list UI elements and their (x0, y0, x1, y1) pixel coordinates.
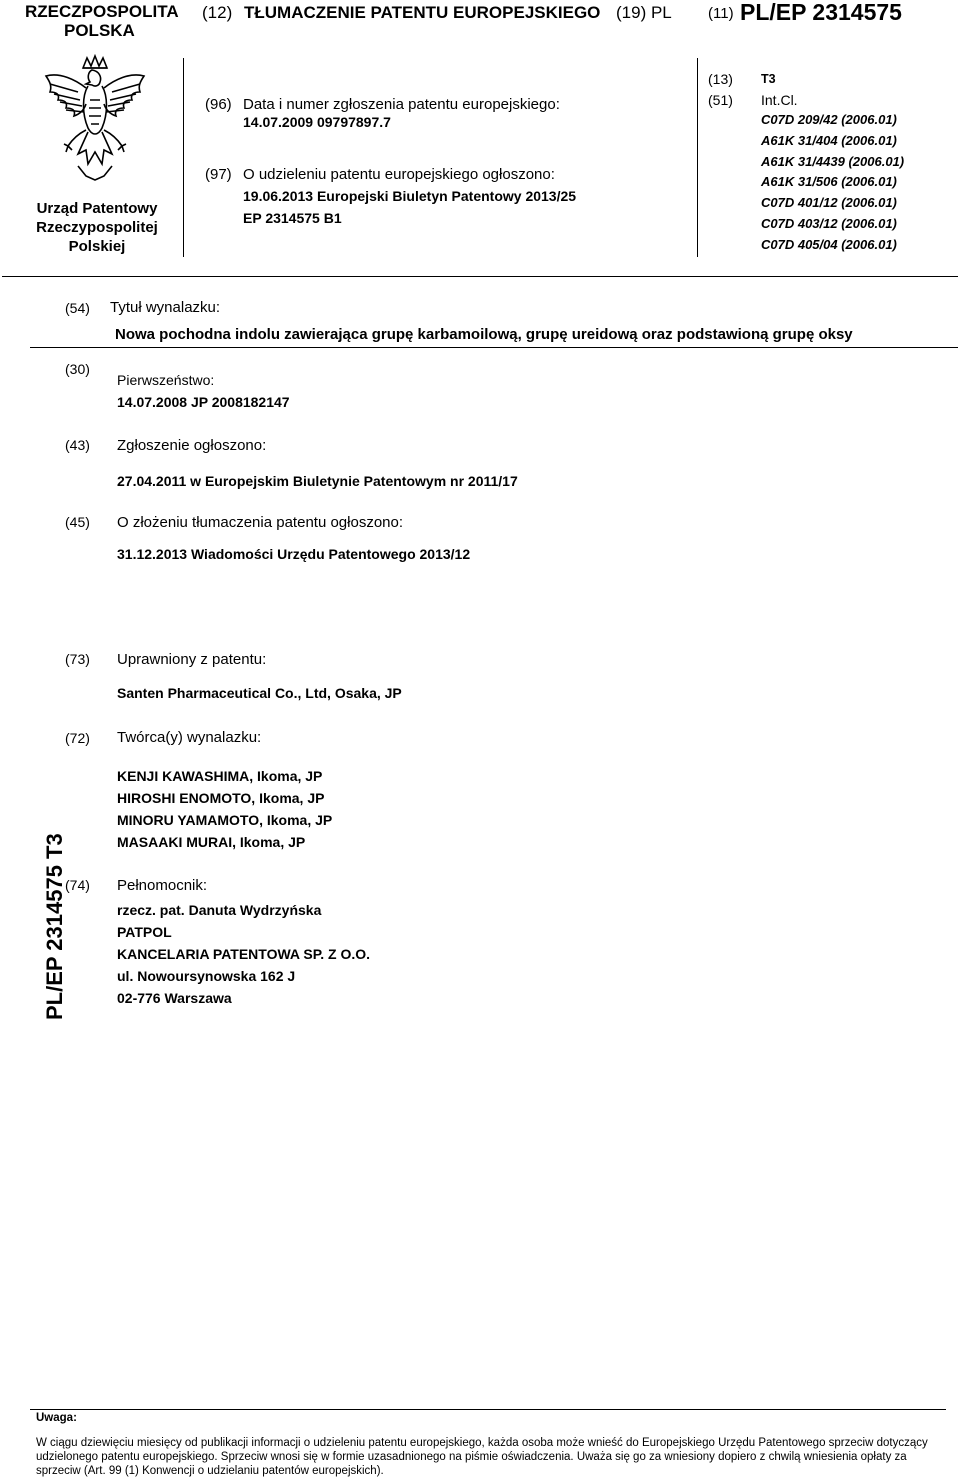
ipc-class: C07D 209/42 (2006.01) (761, 112, 897, 127)
code-73: (73) (65, 651, 90, 667)
attorney-line: KANCELARIA PATENTOWA SP. Z O.O. (117, 946, 371, 962)
code-13: (13) (708, 71, 733, 87)
office-line-3: Polskiej (68, 238, 126, 255)
field-45-label: O złożeniu tłumaczenia patentu ogłoszono: (117, 514, 404, 531)
country-line-2: POLSKA (64, 21, 135, 40)
code-19: (19) PL (616, 3, 672, 22)
office-name (12, 199, 182, 256)
document-type: TŁUMACZENIE PATENTU EUROPEJSKIEGO (244, 3, 601, 22)
patent-number: PL/EP 2314575 (740, 0, 902, 25)
inventor: HIROSHI ENOMOTO, Ikoma, JP (117, 790, 325, 806)
field-13-value: T3 (761, 72, 776, 86)
divider-right (697, 58, 698, 257)
field-51-label: Int.Cl. (761, 92, 798, 108)
ipc-class: A61K 31/4439 (2006.01) (761, 153, 905, 169)
field-96-value: 14.07.2009 09797897.7 (243, 114, 391, 130)
field-74-label: Pełnomocnik: (117, 877, 208, 894)
code-54: (54) (65, 300, 90, 316)
inventor: MASAAKI MURAI, Ikoma, JP (117, 834, 306, 850)
country-name (25, 2, 179, 40)
inventor: KENJI KAWASHIMA, Ikoma, JP (117, 768, 323, 784)
title-rule (30, 347, 958, 348)
attorney-line: rzecz. pat. Danuta Wydrzyńska (117, 902, 322, 918)
code-43: (43) (65, 437, 90, 453)
code-72: (72) (65, 730, 90, 746)
attorney-line: 02-776 Warszawa (117, 990, 232, 1006)
field-97-value: 19.06.2013 Europejski Biuletyn Patentowy 2013/25 (243, 188, 577, 204)
inventors-list (117, 765, 332, 853)
code-45: (45) (65, 514, 90, 530)
patent-holder: Santen Pharmaceutical Co., Ltd, Osaka, JP (117, 685, 402, 701)
code-11: (11) (708, 5, 734, 22)
code-74: (74) (65, 877, 90, 893)
code-51: (51) (708, 92, 733, 108)
invention-title: Nowa pochodna indolu zawierająca grupę karbamoilową, grupę ureidową oraz podstawioną grupę oksy (115, 326, 853, 343)
side-patent-label: PL/EP 2314575 T3 (42, 833, 67, 1020)
code-12: (12) (202, 3, 233, 22)
ipc-class: C07D 401/12 (2006.01) (761, 195, 897, 211)
attorney-line: ul. Nowoursynowska 162 J (117, 968, 296, 984)
field-43-label: Zgłoszenie ogłoszono: (117, 437, 267, 454)
header-rule (2, 276, 958, 277)
note-rule (30, 1409, 946, 1410)
field-54-label: Tytuł wynalazku: (110, 299, 221, 316)
code-30: (30) (65, 361, 90, 377)
ipc-classes (761, 110, 904, 256)
field-97-value-2: EP 2314575 B1 (243, 210, 342, 226)
office-line-2: Rzeczypospolitej (36, 219, 158, 236)
field-45-value: 31.12.2013 Wiadomości Urzędu Patentowego 2013/12 (117, 546, 471, 562)
note-text: W ciągu dziewięciu miesięcy od publikacji informacji o udzieleniu patentu europejskiego, każda osoba może wnieść do Europejskiego Urzędu Patentowego sprzeciw dotyczący udzielonego patentu europejskiego. Sprzeciw wnosi się w formie uzasadnionego na piśmie oświadczenia. Uważa się go za wniesiony dopiero z chwilą wniesienia opłaty za sprzeciw (Art. 99 (1) Konwencji o udzielaniu patentów europejskich). (36, 1437, 928, 1477)
field-30-value: 14.07.2008 JP 2008182147 (117, 394, 290, 410)
field-30-label: Pierwszeństwo: (117, 372, 215, 388)
code-96: (96) (205, 96, 232, 113)
code-97: (97) (205, 166, 232, 183)
ipc-class: C07D 403/12 (2006.01) (761, 215, 897, 231)
field-73-label: Uprawniony z patentu: (117, 651, 267, 668)
note-title: Uwaga: (36, 1412, 77, 1424)
inventor: MINORU YAMAMOTO, Ikoma, JP (117, 812, 333, 828)
attorney-line: PATPOL (117, 924, 172, 940)
office-line-1: Urząd Patentowy (36, 200, 158, 217)
attorney-block (117, 899, 370, 1009)
field-96-label: Data i numer zgłoszenia patentu europejskiego: (243, 96, 560, 113)
ipc-class: A61K 31/404 (2006.01) (761, 132, 897, 148)
country-line-1: RZECZPOSPOLITA (25, 2, 179, 21)
ipc-class: A61K 31/506 (2006.01) (761, 174, 897, 190)
field-43-value: 27.04.2011 w Europejskim Biuletynie Patentowym nr 2011/17 (117, 473, 518, 489)
field-72-label: Twórca(y) wynalazku: (117, 729, 262, 746)
field-97-label: O udzieleniu patentu europejskiego ogłoszono: (243, 166, 555, 183)
divider-left (183, 58, 184, 257)
polish-eagle-emblem-icon (38, 54, 152, 188)
ipc-class: C07D 405/04 (2006.01) (761, 236, 897, 252)
